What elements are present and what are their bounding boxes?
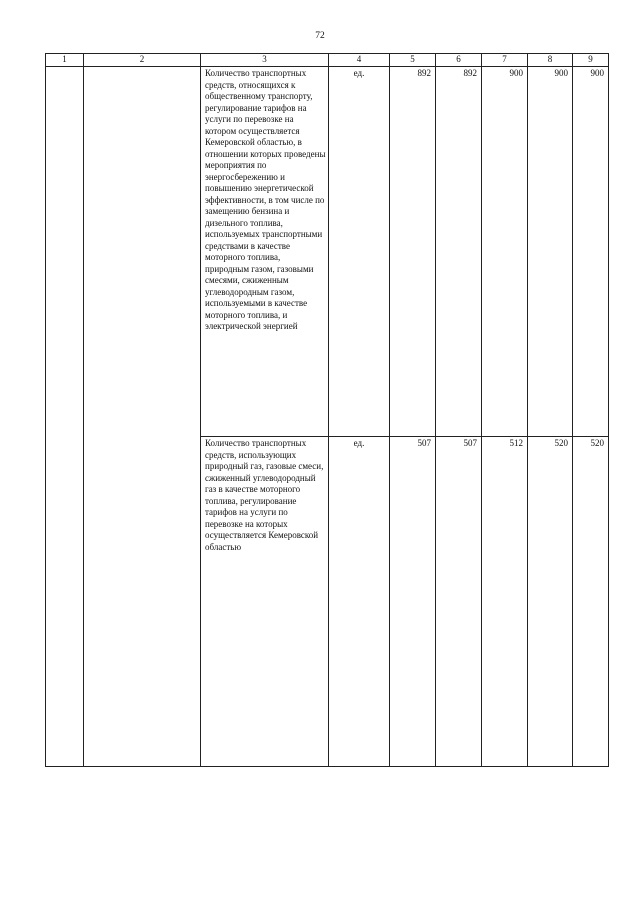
header-cell-4: 4 — [329, 54, 390, 67]
header-cell-2: 2 — [84, 54, 201, 67]
header-cell-7: 7 — [482, 54, 528, 67]
value-cell: 507 — [390, 437, 436, 767]
header-cell-5: 5 — [390, 54, 436, 67]
data-table — [45, 53, 609, 767]
value-cell: 507 — [436, 437, 482, 767]
unit-cell: ед. — [329, 437, 390, 767]
value-cell: 892 — [436, 67, 482, 437]
value-cell: 520 — [528, 437, 573, 767]
value-cell: 900 — [573, 67, 609, 437]
indicator-description: Количество транспортных средств, использующих природный газ, газовые смеси, сжиженный углеводородный газ в качестве моторного топлива, регулирование тарифов на услуги по перевозке на которых осуществляется Кемеровской областью — [201, 437, 329, 767]
header-cell-3: 3 — [201, 54, 329, 67]
header-cell-1: 1 — [46, 54, 84, 67]
unit-cell: ед. — [329, 67, 390, 437]
header-cell-9: 9 — [573, 54, 609, 67]
value-cell: 892 — [390, 67, 436, 437]
header-cell-8: 8 — [528, 54, 573, 67]
col-1-cell — [46, 67, 84, 767]
col-2-cell — [84, 67, 201, 767]
value-cell: 512 — [482, 437, 528, 767]
table-row — [46, 67, 609, 437]
value-cell: 520 — [573, 437, 609, 767]
value-cell: 900 — [482, 67, 528, 437]
table-header-row — [46, 54, 609, 67]
header-cell-6: 6 — [436, 54, 482, 67]
indicator-description: Количество транспортных средств, относящихся к общественному транспорту, регулирование тарифов на услуги по перевозке на котором осуществляется Кемеровской областью, в отношении которых проведены мероприятия по энергосбережению и повышению энергетической эффективности, в том числе по замещению бензина и дизельного топлива, используемых транспортными средствами в качестве моторного топлива, природным газом, газовыми смесями, сжиженным углеводородным газом, используемыми в качестве моторного топлива, и электрической энергией — [201, 67, 329, 437]
value-cell: 900 — [528, 67, 573, 437]
page-number: 72 — [315, 31, 325, 41]
